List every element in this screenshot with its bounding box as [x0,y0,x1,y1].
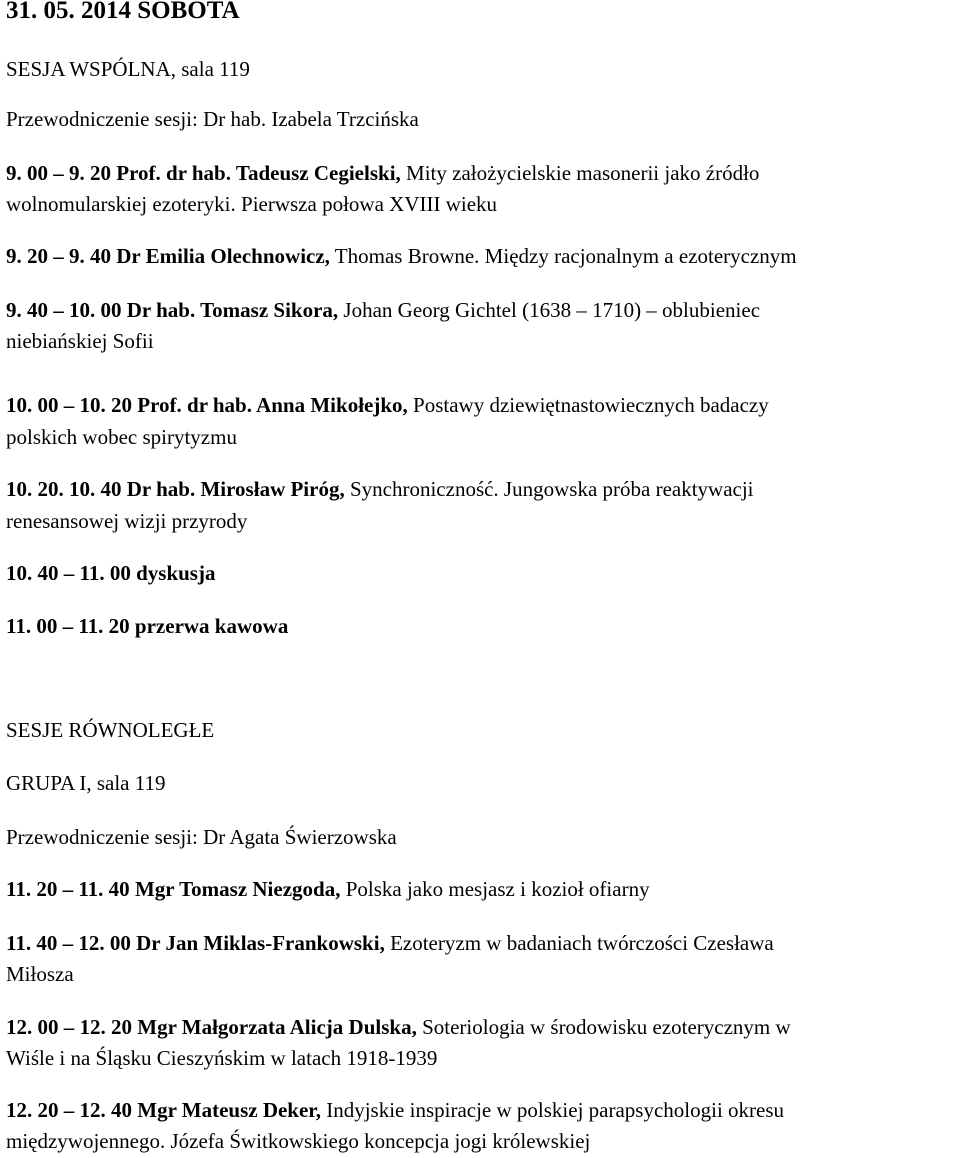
talk-time: 10. 00 – 10. 20 [6,393,132,417]
talk-speaker: Dr hab. Mirosław Piróg, [126,477,345,501]
talk-entry [6,475,954,504]
group-heading: GRUPA I, sala 119 [6,771,166,795]
talk-entry [6,929,954,958]
talk-title-continued: wolnomularskiej ezoteryki. Pierwsza połowa XVIII wieku [6,192,498,216]
talk-entry [6,159,954,188]
talk-title: Soteriologia w środowisku ezoterycznym w [416,1015,791,1039]
talk-title: Ezoteryzm w badaniach twórczości Czesława [384,931,774,955]
talk-title-continued: Miłosza [6,962,74,986]
talk-time: 9. 20 – 9. 40 [6,244,111,268]
talk-title: Thomas Browne. Między racjonalnym a ezoterycznym [329,244,797,268]
discussion-entry: 10. 40 – 11. 00 dyskusja [6,561,216,585]
parallel-sessions-heading: SESJE RÓWNOLEGŁE [6,718,215,742]
talk-speaker: Mgr Tomasz Niezgoda, [134,877,341,901]
talk-speaker: Dr Jan Miklas-Frankowski, [136,931,385,955]
talk-entry [6,296,954,325]
talk-title: Postawy dziewiętnastowiecznych badaczy [407,393,769,417]
talk-title-continued: niebiańskiej Sofii [6,329,154,353]
talk-speaker: Mgr Mateusz Deker, [137,1098,321,1122]
talk-title: Mity założycielskie masonerii jako źródło [400,161,760,185]
talk-title-continued: polskich wobec spirytyzmu [6,425,237,449]
talk-time: 9. 40 – 10. 00 [6,298,122,322]
talk-time: 11. 20 – 11. 40 [6,877,130,901]
talk-entry [6,391,954,420]
talk-time: 12. 20 – 12. 40 [6,1098,132,1122]
talk-entry [6,242,954,271]
talk-title: Johan Georg Gichtel (1638 – 1710) – oblubieniec [338,298,761,322]
joint-session-heading: SESJA WSPÓLNA, sala 119 [6,57,250,81]
talk-entry [6,1096,954,1125]
talk-entry [6,1013,954,1042]
talk-speaker: Prof. dr hab. Anna Mikołejko, [137,393,408,417]
talk-time: 10. 20. 10. 40 [6,477,122,501]
talk-speaker: Dr hab. Tomasz Sikora, [126,298,339,322]
talk-title: Indyjskie inspiracje w polskiej parapsychologii okresu [320,1098,785,1122]
talk-time: 11. 40 – 12. 00 [6,931,131,955]
talk-title: Polska jako mesjasz i kozioł ofiarny [340,877,650,901]
talk-speaker: Dr Emilia Olechnowicz, [116,244,330,268]
talk-speaker: Mgr Małgorzata Alicja Dulska, [137,1015,417,1039]
session-chair: Przewodniczenie sesji: Dr Agata Świerzowska [6,825,397,849]
coffee-break-entry: 11. 00 – 11. 20 przerwa kawowa [6,614,289,638]
talk-title: Synchroniczność. Jungowska próba reaktywacji [344,477,754,501]
talk-title-continued: Wiśle i na Śląsku Cieszyńskim w latach 1918-1939 [6,1046,438,1070]
talk-title-continued: międzywojennego. Józefa Świtkowskiego koncepcja jogi królewskiej [6,1129,591,1153]
talk-time: 12. 00 – 12. 20 [6,1015,132,1039]
talk-time: 9. 00 – 9. 20 [6,161,111,185]
talk-entry [6,875,954,904]
date-heading: 31. 05. 2014 SOBOTA [6,0,240,24]
talk-speaker: Prof. dr hab. Tadeusz Cegielski, [116,161,401,185]
talk-title-continued: renesansowej wizji przyrody [6,509,248,533]
session-chair: Przewodniczenie sesji: Dr hab. Izabela Trzcińska [6,107,419,131]
